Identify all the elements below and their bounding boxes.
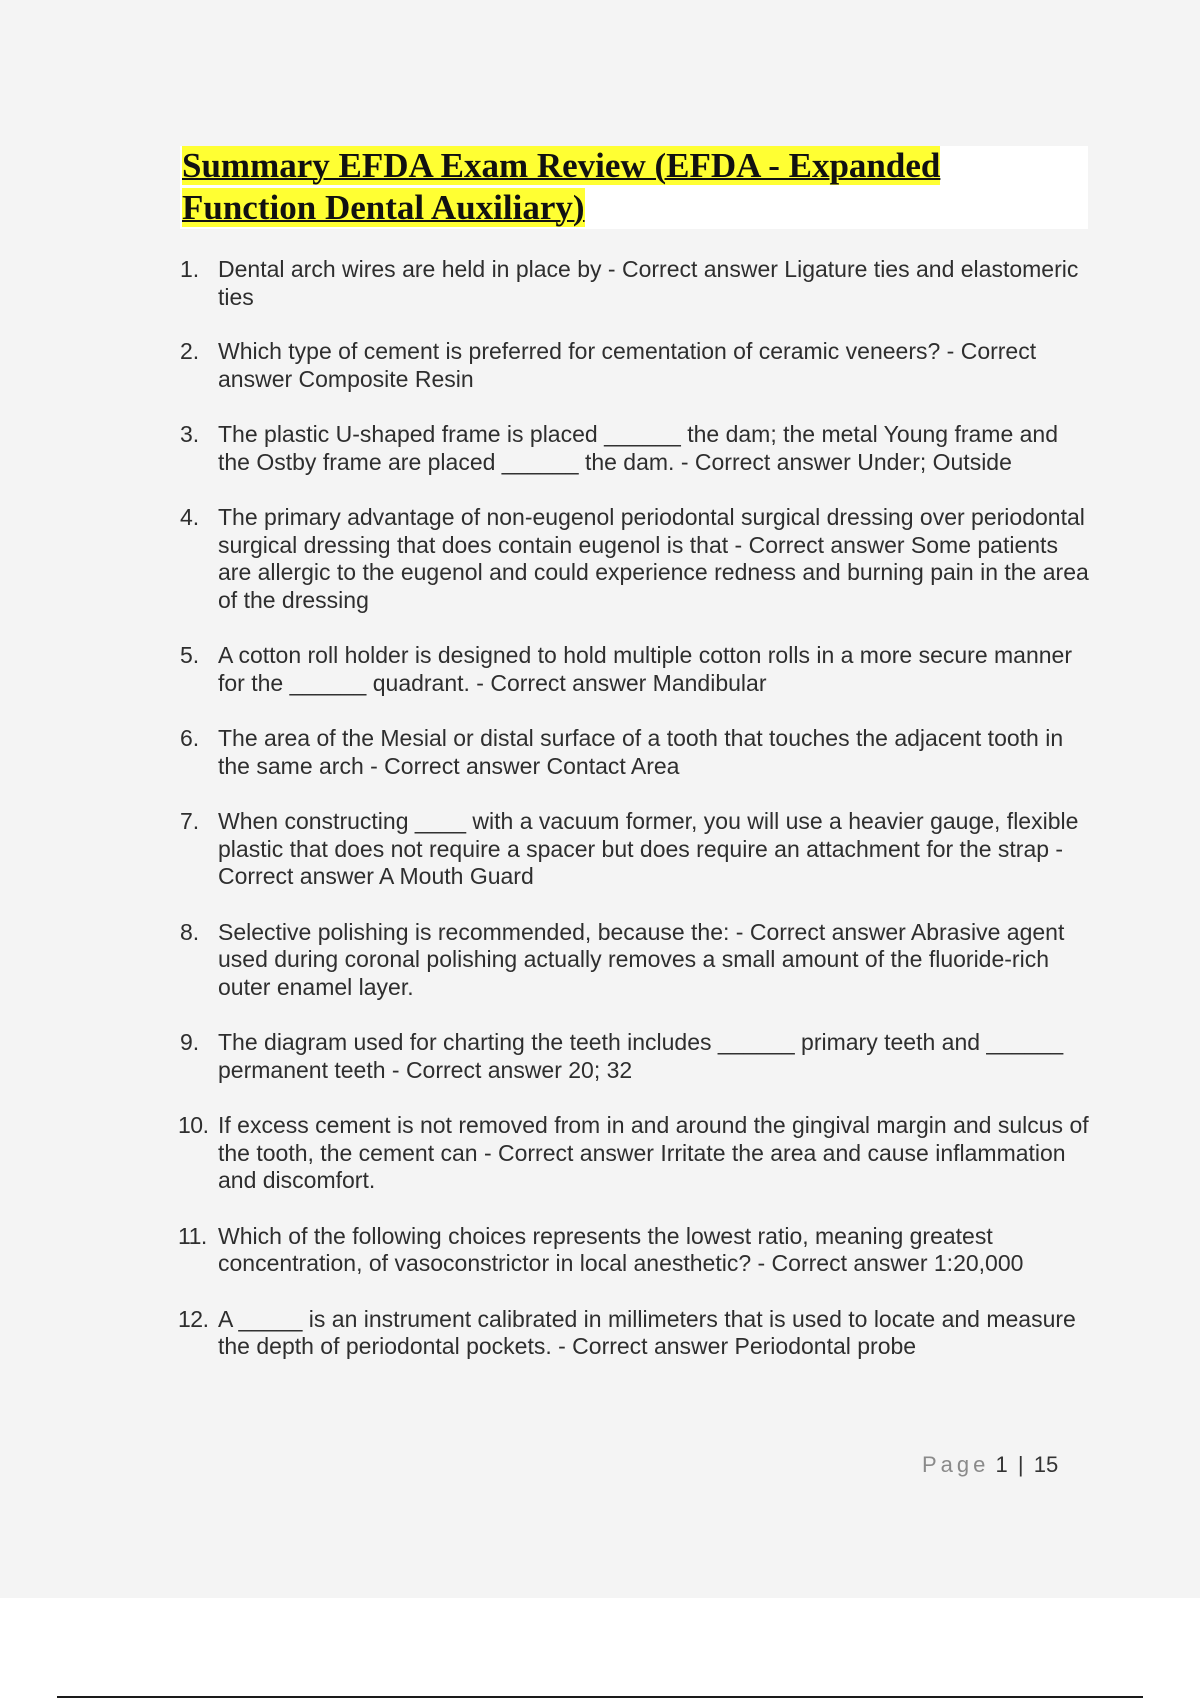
- title-line-2: Function Dental Auxiliary): [182, 188, 585, 227]
- page-separator: |: [1017, 1452, 1024, 1477]
- question-number: 8.: [180, 918, 200, 945]
- question-number: 6.: [180, 725, 200, 751]
- question-item: [180, 808, 1090, 891]
- page-number: 1: [995, 1452, 1008, 1477]
- question-number: 11.: [178, 1222, 207, 1249]
- question-number: 12.: [178, 1305, 209, 1332]
- question-list: [180, 256, 1090, 1361]
- question-item: [180, 256, 1090, 311]
- question-number: 5.: [180, 642, 200, 668]
- question-text: A cotton roll holder is designed to hold multiple cotton rolls in a more secure manner for the ______ quadrant. - Correct answer Mandibular: [218, 642, 1073, 696]
- question-number: 3.: [180, 421, 200, 447]
- question-text: Which type of cement is preferred for cementation of ceramic veneers? - Correct answer Composite Resin: [218, 338, 1037, 392]
- document-title: [182, 145, 940, 229]
- question-item: [180, 919, 1090, 1002]
- question-number: 1.: [180, 256, 200, 282]
- question-text: When constructing ____ with a vacuum former, you will use a heavier gauge, flexible plastic that does not require a spacer but does require an attachment for the strap - Correct answer A Mouth Guard: [218, 808, 1079, 889]
- question-number: 4.: [180, 504, 200, 530]
- question-text: The plastic U-shaped frame is placed ______ the dam; the metal Young frame and the Ostby frame are placed ______ the dam. - Correct answer Under; Outside: [218, 421, 1059, 475]
- question-text: Selective polishing is recommended, because the: - Correct answer Abrasive agent used during coronal polishing actually removes a small amount of the fluoride-rich outer enamel layer.: [218, 918, 1065, 1000]
- bottom-divider: [57, 1696, 1143, 1698]
- question-item: [180, 642, 1090, 697]
- question-text: If excess cement is not removed from in and around the gingival margin and sulcus of the tooth, the cement can - Correct answer Irritate the area and cause inflammation and discomfort.: [218, 1112, 1089, 1193]
- question-item: [180, 1112, 1090, 1195]
- question-text: A _____ is an instrument calibrated in millimeters that is used to locate and measure the depth of periodontal pockets. - Correct answer Periodontal probe: [218, 1305, 1076, 1359]
- question-number: 9.: [180, 1029, 200, 1055]
- question-item: [180, 504, 1090, 614]
- question-item: [180, 1306, 1090, 1361]
- question-text: Which of the following choices represents the lowest ratio, meaning greatest concentration, of vasoconstrictor in local anesthetic? - Correct answer 1:20,000: [218, 1222, 1024, 1276]
- question-item: [180, 338, 1090, 393]
- question-text: The diagram used for charting the teeth includes ______ primary teeth and ______ permanent teeth - Correct answer 20; 32: [218, 1029, 1064, 1083]
- question-item: [180, 725, 1090, 780]
- page-label: Page: [922, 1452, 990, 1477]
- title-line-1: Summary EFDA Exam Review (EFDA - Expanded: [182, 146, 941, 185]
- question-text: The primary advantage of non-eugenol periodontal surgical dressing over periodontal surgical dressing that does contain eugenol is that - Correct answer Some patients are allergic to the eugenol and could experience redness and burning pain in the area of the dressing: [218, 504, 1089, 613]
- question-item: [180, 1223, 1090, 1278]
- question-text: The area of the Mesial or distal surface of a tooth that touches the adjacent tooth in the same arch - Correct answer Contact Area: [218, 725, 1064, 779]
- question-number: 2.: [180, 338, 200, 364]
- question-number: 10.: [178, 1112, 209, 1138]
- total-pages: 15: [1033, 1452, 1059, 1477]
- question-text: Dental arch wires are held in place by - Correct answer Ligature ties and elastomeric ties: [218, 256, 1079, 310]
- question-item: [180, 1029, 1090, 1084]
- page-footer: [922, 1452, 1058, 1478]
- question-number: 7.: [180, 808, 200, 834]
- question-item: [180, 421, 1090, 476]
